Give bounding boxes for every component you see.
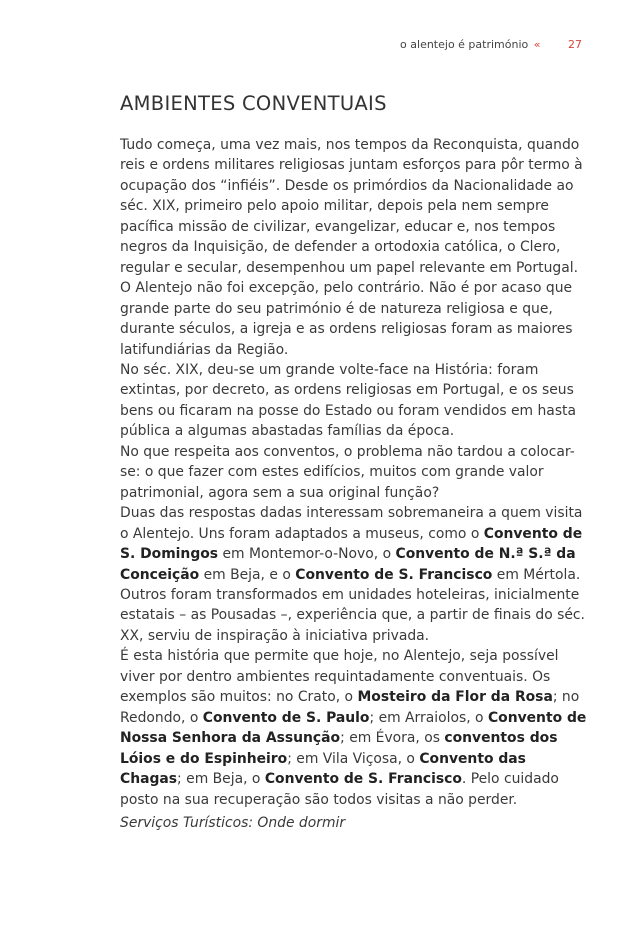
paragraph-museus — [120, 503, 590, 646]
text: em Beja, e o — [199, 566, 296, 583]
highlight-convento-s-francisco-beja: Convento de S. Francisco — [264, 771, 462, 788]
text: ; no Redondo, o — [120, 689, 580, 726]
text: ; em Vila Viçosa, o — [287, 750, 420, 767]
highlight-convento-s-paulo: Convento de S. Paulo — [202, 709, 370, 726]
text: ; em Évora, os — [340, 730, 445, 747]
text: . Pelo cuidado posto na sua recuperação são todos visitas a não perder. — [120, 771, 559, 808]
paragraph-conventos: No que respeita aos conventos, o problema não tardou a colocar-se: o que fazer com estes edifícios, muitos com grande valor patrimonial, agora sem a sua original função? — [120, 443, 575, 501]
paragraph-seculo-xix: No séc. XIX, deu-se um grande volte-face na História: foram extintas, por decreto, as ordens religiosas em Portugal, e os seus bens ou ficaram na posse do Estado ou foram vendidos em hasta pública a algumas abastadas famílias da época. — [120, 361, 577, 440]
text: ; em Arraiolos, o — [369, 709, 488, 726]
highlight-convento-das-chagas: Convento das Chagas — [120, 750, 526, 788]
page-number: 27 — [568, 38, 582, 51]
section-link-onde-dormir[interactable]: Serviços Turísticos: Onde dormir — [120, 815, 346, 831]
article-body — [120, 135, 590, 810]
section-title: AMBIENTES CONVENTUAIS — [120, 92, 387, 115]
highlight-convento-s-francisco-mertola: Convento de S. Francisco — [295, 566, 493, 583]
chevron-left-icon: « — [533, 38, 541, 51]
text: Duas das respostas dadas interessam sobremaneira a quem visita o Alentejo. Uns foram adaptados a museus, como o — [120, 505, 583, 542]
text: É esta história que permite que hoje, no Alentejo, seja possível viver por dentro ambientes requintadamente conventuais. Os exemplos são muitos: no Crato, o — [120, 648, 559, 706]
paragraph-reconquista: Tudo começa, uma vez mais, nos tempos da Reconquista, quando reis e ordens militares religiosas juntam esforços para pôr termo à ocupação dos “infiéis”. Desde os primórdios da Nacionalidade ao séc. XIX, primeiro pelo apoio militar, depois pela nem sempre pacífica missão de civilizar, evangelizar, educar e, nos tempos negros da Inquisição, de defender a ortodoxia católica, o Clero, regular e secular, desempenhou um papel relevante em Portugal. — [120, 137, 583, 276]
running-title: o alentejo é património — [400, 38, 529, 51]
paragraph-exemplos — [120, 646, 590, 810]
text: ; em Beja, o — [177, 771, 265, 788]
paragraph-alentejo: O Alentejo não foi excepção, pelo contrário. Não é por acaso que grande parte do seu património é de natureza religiosa e que, durante séculos, a igreja e as ordens religiosas foram as maiores latifundiárias da Região. — [120, 280, 573, 358]
text: em Montemor-o-Novo, o — [218, 546, 396, 563]
highlight-conventos-loios-espinheiro: conventos dos Lóios e do Espinheiro — [120, 730, 558, 767]
highlight-mosteiro-flor-da-rosa: Mosteiro da Flor da Rosa — [357, 689, 553, 706]
text: em Mértola. Outros foram transformados em unidades hoteleiras, inicialmente estatais – as Pousadas –, experiência que, a partir de finais do séc. XX, serviu de inspiração à iniciativa privada. — [120, 566, 585, 644]
highlight-convento-s-domingos: Convento de S. Domingos — [120, 525, 583, 563]
highlight-convento-assuncao: Convento de Nossa Senhora da Assunção — [120, 709, 587, 747]
highlight-convento-conceicao: Convento de N.ª S.ª da Conceição — [120, 546, 576, 583]
running-header — [400, 38, 582, 51]
